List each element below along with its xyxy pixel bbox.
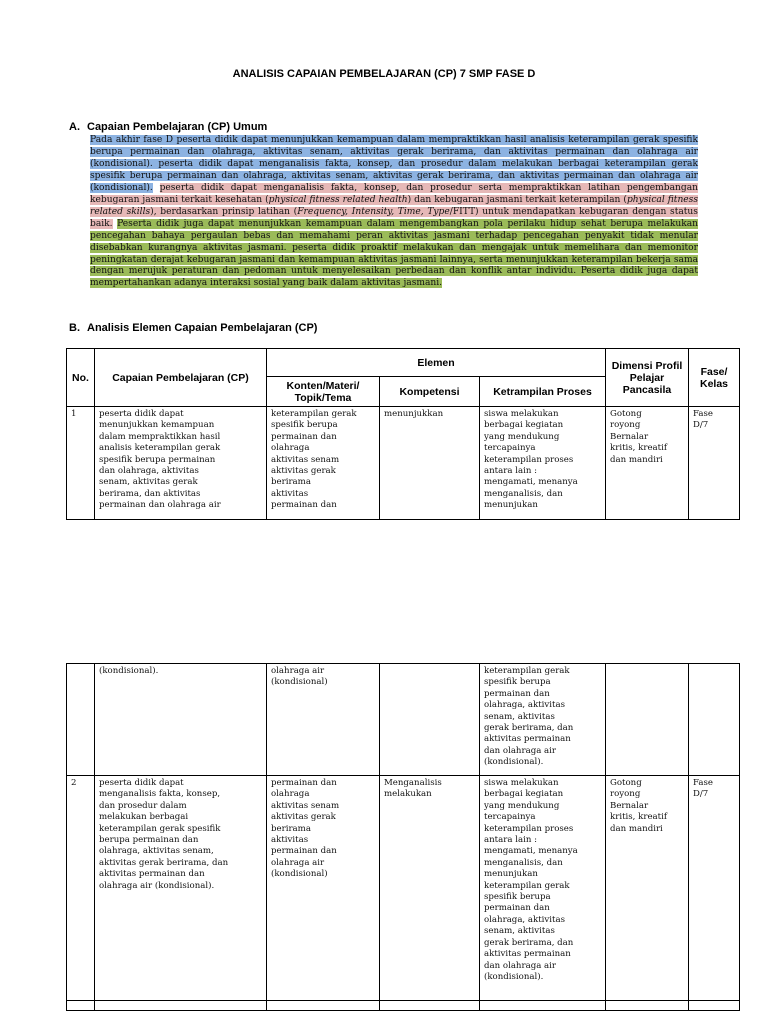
pink-text-italic-2: physical fitness related skills <box>90 194 699 217</box>
row-ketrampilan: siswa melakukan berbagai kegiatan yang mendukung tercapainya keterampilan proses antara lain : mengamati, menanya menganalisis, dan menunjukan keterampilan gerak spesifik berupa permainan dan olahraga, aktivitas senam, aktivitas gerak berirama, dan aktivitas permainan dan olahraga air (kondisional). <box>480 776 606 1001</box>
section-b-label: Analisis Elemen Capaian Pembelajaran (CP) <box>87 322 318 334</box>
table-row <box>67 407 740 520</box>
section-a-number: A. <box>69 121 80 133</box>
row-cp: peserta didik dapat menunjukkan kemampuan dalam mempraktikkan hasil analisis keterampilan gerak spesifik berupa permainan dan olahraga, aktivitas senam, aktivitas gerak berirama, dan aktivitas permainan dan olahraga air <box>95 407 267 520</box>
table-row <box>67 776 740 1001</box>
row-fase: Fase D/7 <box>689 407 740 520</box>
row-ketrampilan: siswa melakukan berbagai kegiatan yang mendukung tercapainya keterampilan proses antara lain : mengamati, menanya menganalisis, dan menunjukan <box>480 407 606 520</box>
pink-text-3: ), berdasarkan prinsip latihan ( <box>150 206 298 217</box>
header-fase: Fase/ Kelas <box>689 349 740 407</box>
header-konten: Konten/Materi/ Topik/Tema <box>267 377 380 407</box>
row-fase <box>689 664 740 776</box>
row-kompetensi: menunjukkan <box>380 407 480 520</box>
pink-text-italic-1: physical fitness related health <box>268 194 408 205</box>
row-konten: keterampilan gerak spesifik berupa permainan dan olahraga aktivitas senam aktivitas gerak berirama aktivitas permainan dan <box>267 407 380 520</box>
header-dimensi: Dimensi Profil Pelajar Pancasila <box>606 349 689 407</box>
row-dimensi: Gotong royong Bernalar kritis, kreatif dan mandiri <box>606 407 689 520</box>
row-kompetensi: Menganalisis melakukan <box>380 776 480 1001</box>
header-elemen: Elemen <box>267 349 606 377</box>
highlight-blue-text: Pada akhir fase D peserta didik dapat menunjukkan kemampuan dalam mempraktikkan hasil analisis keterampilan gerak spesifik berupa permainan dan olahraga, aktivitas senam, aktivitas gerak berirama, dan aktivitas permainan dan olahraga air (kondisional). peserta didik dapat menganalisis fakta, konsep, dan prosedur dalam melakukan berbagai keterampilan gerak spesifik berupa permainan dan olahraga, aktivitas senam, aktivitas gerak berirama, dan aktivitas permainan dan olahraga air (kondisional). <box>90 135 698 193</box>
pink-text-italic-3: Frequency, Intensity, Time, Type <box>297 206 450 217</box>
header-cp: Capaian Pembelajaran (CP) <box>95 349 267 407</box>
row-cp: (kondisional). <box>95 664 267 776</box>
table-row-empty <box>67 1001 740 1011</box>
row-cp: peserta didik dapat menganalisis fakta, konsep, dan prosedur dalam melakukan berbagai keterampilan gerak spesifik berupa permainan dan olahraga, aktivitas senam, aktivitas gerak berirama, dan aktivitas permainan dan olahraga air (kondisional). <box>95 776 267 1001</box>
row-dimensi <box>606 664 689 776</box>
header-ketrampilan: Ketrampilan Proses <box>480 377 606 407</box>
cp-analysis-table <box>66 348 740 520</box>
table-row <box>67 664 740 776</box>
header-no: No. <box>67 349 95 407</box>
row-no: 2 <box>67 776 95 1001</box>
row-ketrampilan: keterampilan gerak spesifik berupa permainan dan olahraga, aktivitas senam, aktivitas gerak berirama, dan aktivitas permainan dan olahraga air (kondisional). <box>480 664 606 776</box>
cp-analysis-table-continued <box>66 663 740 1011</box>
row-no: 1 <box>67 407 95 520</box>
row-konten: olahraga air (kondisional) <box>267 664 380 776</box>
row-kompetensi <box>380 664 480 776</box>
row-fase: Fase D/7 <box>689 776 740 1001</box>
row-konten: permainan dan olahraga aktivitas senam aktivitas gerak berirama aktivitas permainan dan olahraga air (kondisional) <box>267 776 380 1001</box>
cp-general-paragraph <box>90 135 698 290</box>
section-a-heading <box>69 121 267 133</box>
header-kompetensi: Kompetensi <box>380 377 480 407</box>
row-dimensi: Gotong royong Bernalar kritis, kreatif dan mandiri <box>606 776 689 1001</box>
highlight-green-text: Peserta didik juga dapat menunjukkan kemampuan dalam mengembangkan pola perilaku hidup sehat berupa melakukan pencegahan bahaya pergaulan bebas dan memahami peran aktivitas jasmani terhadap pencegahan penyakit tidak menular disebabkan kurangnya aktivitas jasmani. peserta didik proaktif melakukan dan mengajak untuk memelihara dan memonitor peningkatan derajat kebugaran jasmani dan kemampuan aktivitas jasmani lainnya, serta menunjukkan keterampilan bekerja sama dengan merujuk peraturan dan pedoman untuk menyelesaikan perbedaan dan konflik antar individu. Peserta didik juga dapat mempertahankan adanya interaksi sosial yang baik dalam aktivitas jasmani. <box>90 218 698 289</box>
pink-text-1: peserta didik dapat menganalisis fakta, konsep, dan prosedur serta mempraktikkan latihan pengembangan kebugaran jasmani terkait kesehatan ( <box>90 182 698 205</box>
document-title: ANALISIS CAPAIAN PEMBELAJARAN (CP) 7 SMP FASE D <box>232 68 536 80</box>
pink-text-4: /FITT) untuk mendapatkan kebugaran dengan status baik. <box>90 206 698 229</box>
pink-text-2: ) dan kebugaran jasmani terkait keterampilan ( <box>407 194 627 205</box>
section-b-number: B. <box>69 322 80 334</box>
section-b-heading <box>69 322 317 334</box>
row-no <box>67 664 95 776</box>
section-a-label: Capaian Pembelajaran (CP) Umum <box>87 121 268 133</box>
